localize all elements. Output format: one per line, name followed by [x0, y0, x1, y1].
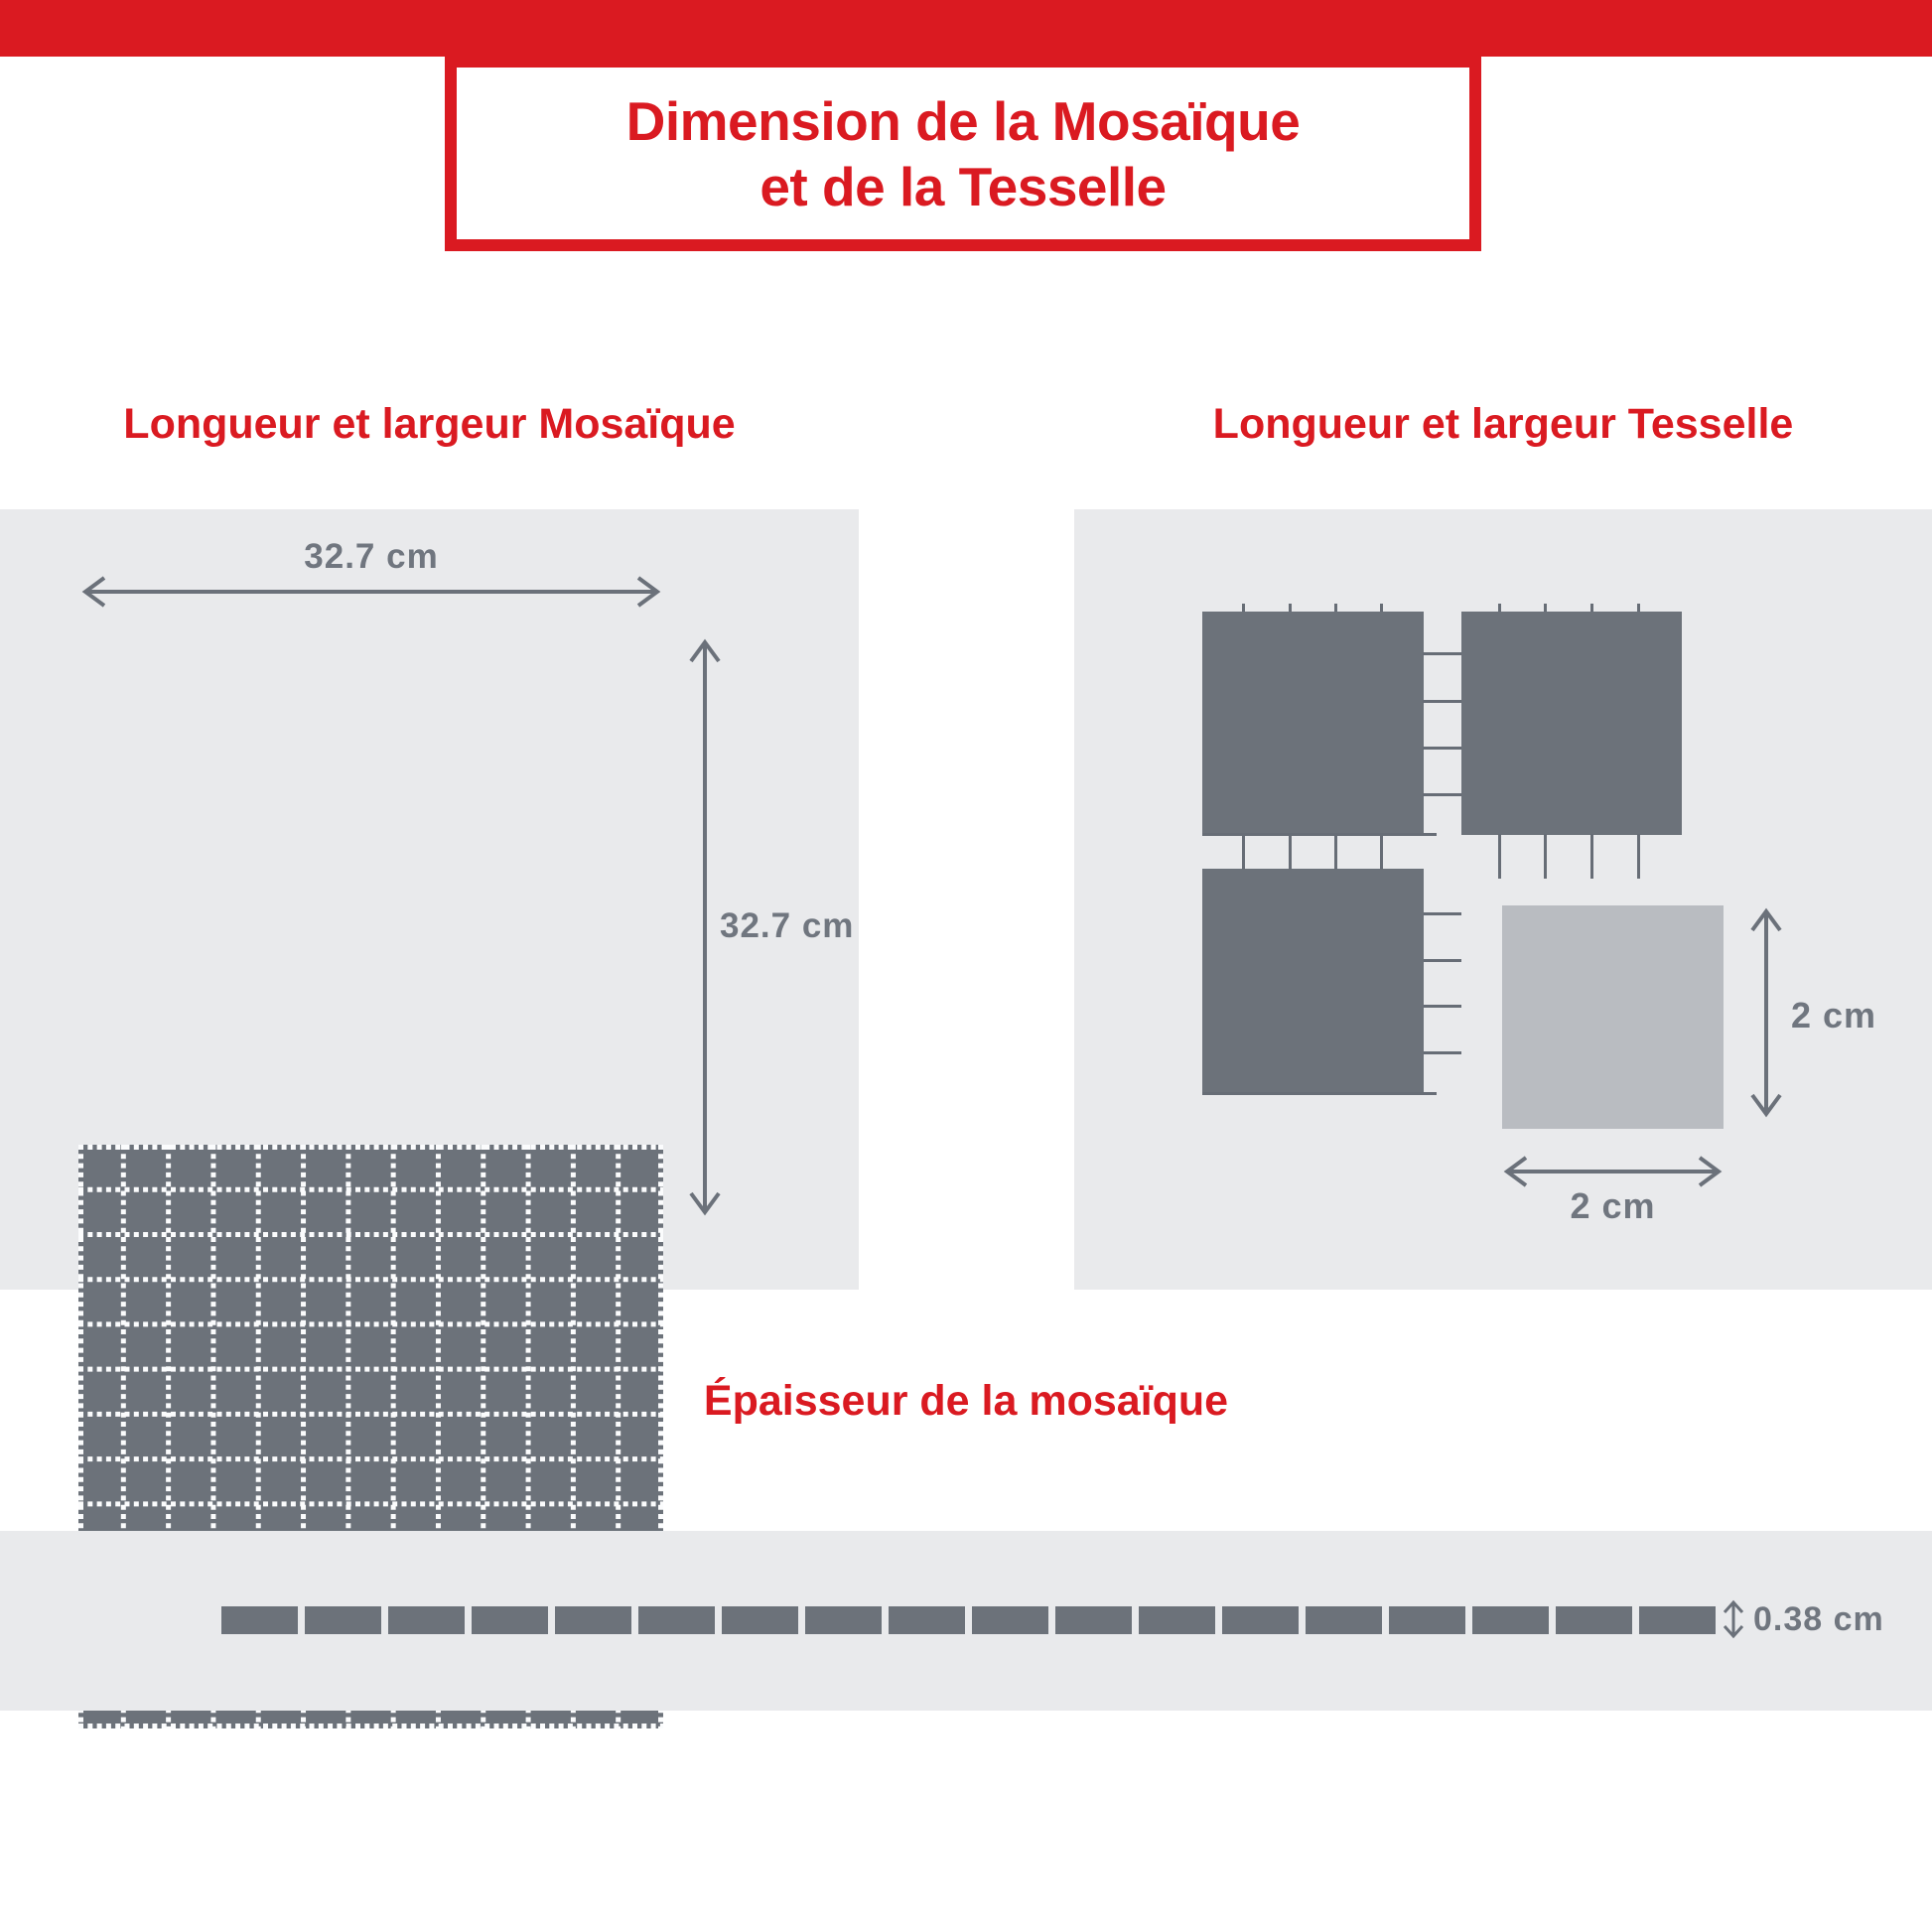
heading-tesselle-size: Longueur et largeur Tesselle	[1212, 400, 1794, 448]
top-red-bar	[0, 0, 1932, 57]
grout-tick	[1424, 959, 1461, 962]
strip-tile	[555, 1606, 631, 1634]
tesselle-width-arrow	[1502, 1154, 1724, 1189]
tesselle-height-arrow	[1748, 905, 1784, 1120]
grout-tick	[1202, 833, 1437, 836]
grout-tick	[1242, 834, 1245, 870]
grout-tick	[1289, 834, 1292, 870]
grout-tick	[1637, 834, 1640, 879]
page-title-line-2: et de la Tesselle	[759, 155, 1167, 217]
mosaic-width-label: 32.7 cm	[304, 537, 439, 576]
thickness-tile-strip	[221, 1606, 1716, 1634]
mosaic-height-label: 32.7 cm	[720, 906, 855, 945]
grout-tick	[1380, 834, 1383, 870]
grout-tick	[1498, 604, 1501, 612]
heading-thickness: Épaisseur de la mosaïque	[703, 1377, 1229, 1425]
thickness-value-label: 0.38 cm	[1753, 1600, 1884, 1638]
page-title-line-1: Dimension de la Mosaïque	[625, 89, 1301, 152]
strip-tile	[1556, 1606, 1632, 1634]
strip-tile	[1639, 1606, 1716, 1634]
tesselle-square-light	[1502, 905, 1724, 1129]
strip-tile	[972, 1606, 1048, 1634]
mosaic-width-arrow	[78, 574, 664, 610]
strip-tile	[221, 1606, 298, 1634]
grout-tick	[1202, 1092, 1437, 1095]
tesselle-square-bottom-left	[1202, 869, 1424, 1094]
grout-tick	[1498, 834, 1501, 879]
strip-tile	[1389, 1606, 1465, 1634]
grout-tick	[1423, 700, 1461, 703]
tesselle-square-top-right	[1461, 612, 1682, 835]
grout-tick	[1424, 912, 1461, 915]
strip-tile	[889, 1606, 965, 1634]
grout-tick	[1423, 793, 1461, 796]
title-box	[445, 56, 1481, 251]
strip-tile	[388, 1606, 465, 1634]
grout-tick	[1423, 747, 1461, 750]
strip-tile	[638, 1606, 715, 1634]
strip-tile	[305, 1606, 381, 1634]
tesselle-square-top-left	[1202, 612, 1424, 835]
tesselle-panel	[1074, 509, 1932, 1290]
grout-tick	[1289, 604, 1292, 612]
strip-tile	[805, 1606, 882, 1634]
strip-tile	[1222, 1606, 1299, 1634]
grout-tick	[1334, 604, 1337, 612]
mosaic-height-arrow	[687, 635, 723, 1219]
grout-tick	[1424, 1051, 1461, 1054]
grout-tick	[1423, 652, 1461, 655]
mosaic-panel	[0, 509, 859, 1290]
strip-tile	[472, 1606, 548, 1634]
strip-tile	[722, 1606, 798, 1634]
grout-tick	[1242, 604, 1245, 612]
strip-tile	[1139, 1606, 1215, 1634]
strip-tile	[1055, 1606, 1132, 1634]
grout-tick	[1544, 604, 1547, 612]
grout-tick	[1590, 834, 1593, 879]
grout-tick	[1380, 604, 1383, 612]
grout-tick	[1544, 834, 1547, 879]
strip-tile	[1306, 1606, 1382, 1634]
thickness-updown-arrow-icon	[1722, 1599, 1745, 1639]
tesselle-height-label: 2 cm	[1791, 995, 1877, 1035]
tesselle-width-label: 2 cm	[1570, 1185, 1656, 1226]
grout-tick	[1590, 604, 1593, 612]
grout-tick	[1637, 604, 1640, 612]
grout-tick	[1424, 1005, 1461, 1008]
heading-mosaic-size: Longueur et largeur Mosaïque	[123, 400, 736, 448]
grout-tick	[1334, 834, 1337, 870]
strip-tile	[1472, 1606, 1549, 1634]
